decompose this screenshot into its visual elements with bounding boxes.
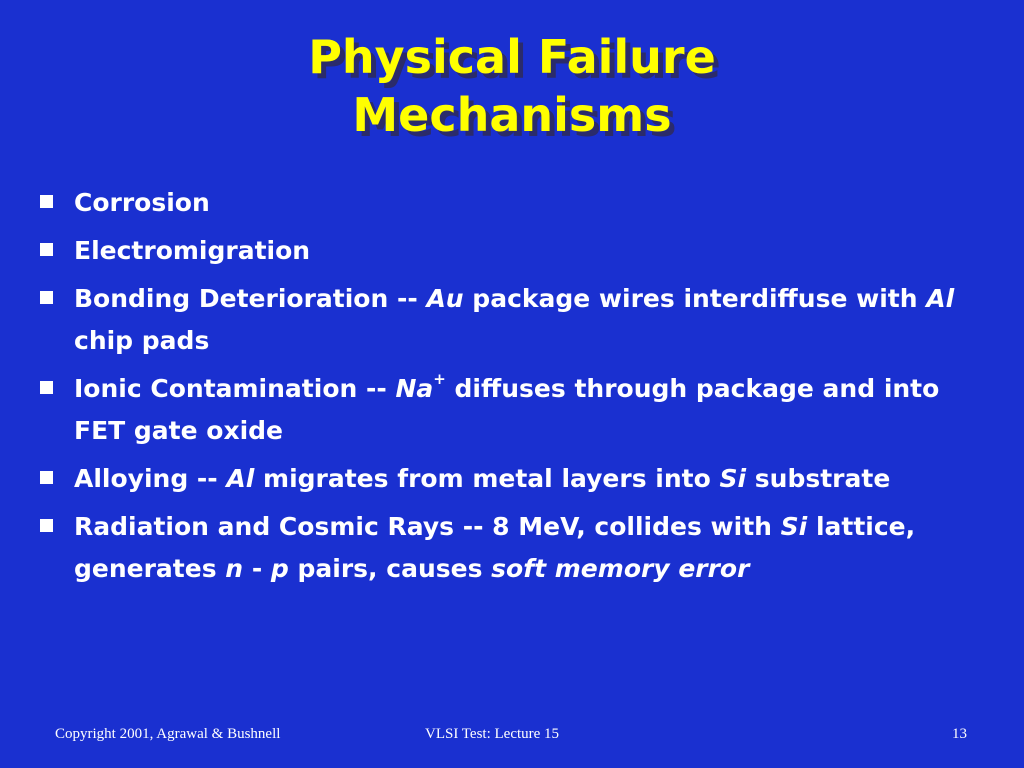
bullet-text-part: migrates from metal layers into	[254, 464, 720, 493]
bullet-italic-term: Na	[395, 374, 434, 403]
bullet-item-electromigration	[40, 230, 995, 272]
square-bullet-icon	[40, 471, 53, 484]
bullet-italic-term: Au	[426, 284, 464, 313]
bullet-text-part: chip pads	[74, 326, 210, 355]
square-bullet-icon	[40, 381, 53, 394]
bullet-text-part: package wires interdiffuse with	[463, 284, 927, 313]
bullet-text-part: pairs, causes	[288, 554, 492, 583]
bullet-italic-term: Al	[226, 464, 255, 493]
bullet-italic-term: soft memory error	[491, 554, 750, 583]
title-line-2: Mechanisms	[352, 88, 672, 142]
bullet-text: Corrosion	[74, 188, 210, 217]
bullet-item-bonding-deterioration	[40, 278, 995, 362]
bullet-text-part: -	[243, 554, 271, 583]
footer-page-number: 13	[952, 726, 967, 742]
bullet-text-part: diffuses through package and into FET gate oxide	[74, 374, 940, 445]
bullet-item-corrosion	[40, 182, 995, 224]
square-bullet-icon	[40, 195, 53, 208]
square-bullet-icon	[40, 519, 53, 532]
square-bullet-icon	[40, 243, 53, 256]
bullet-text-part: Alloying --	[74, 464, 227, 493]
bullet-list	[40, 182, 995, 596]
bullet-italic-term: p	[270, 554, 289, 583]
footer-copyright: Copyright 2001, Agrawal & Bushnell	[55, 726, 281, 742]
bullet-text-part: substrate	[746, 464, 891, 493]
bullet-text: Electromigration	[74, 236, 311, 265]
bullet-italic-term: Si	[780, 512, 808, 541]
square-bullet-icon	[40, 291, 53, 304]
bullet-text-part: Radiation and Cosmic Rays -- 8 MeV, collides with	[74, 512, 781, 541]
title-line-1: Physical Failure	[308, 30, 716, 84]
bullet-item-ionic-contamination	[40, 368, 995, 452]
bullet-text-part: Bonding Deterioration --	[74, 284, 427, 313]
bullet-italic-term: Al	[926, 284, 955, 313]
bullet-italic-term: n	[225, 554, 244, 583]
slide-title	[0, 28, 1024, 144]
footer-course: VLSI Test: Lecture 15	[425, 726, 560, 742]
bullet-text-part: Ionic Contamination --	[74, 374, 396, 403]
bullet-italic-term: Si	[719, 464, 747, 493]
slide-footer	[0, 726, 1024, 750]
bullet-superscript: +	[433, 369, 446, 388]
bullet-text-part: lattice, generates	[74, 512, 916, 583]
bullet-item-alloying	[40, 458, 995, 500]
bullet-item-radiation	[40, 506, 995, 590]
